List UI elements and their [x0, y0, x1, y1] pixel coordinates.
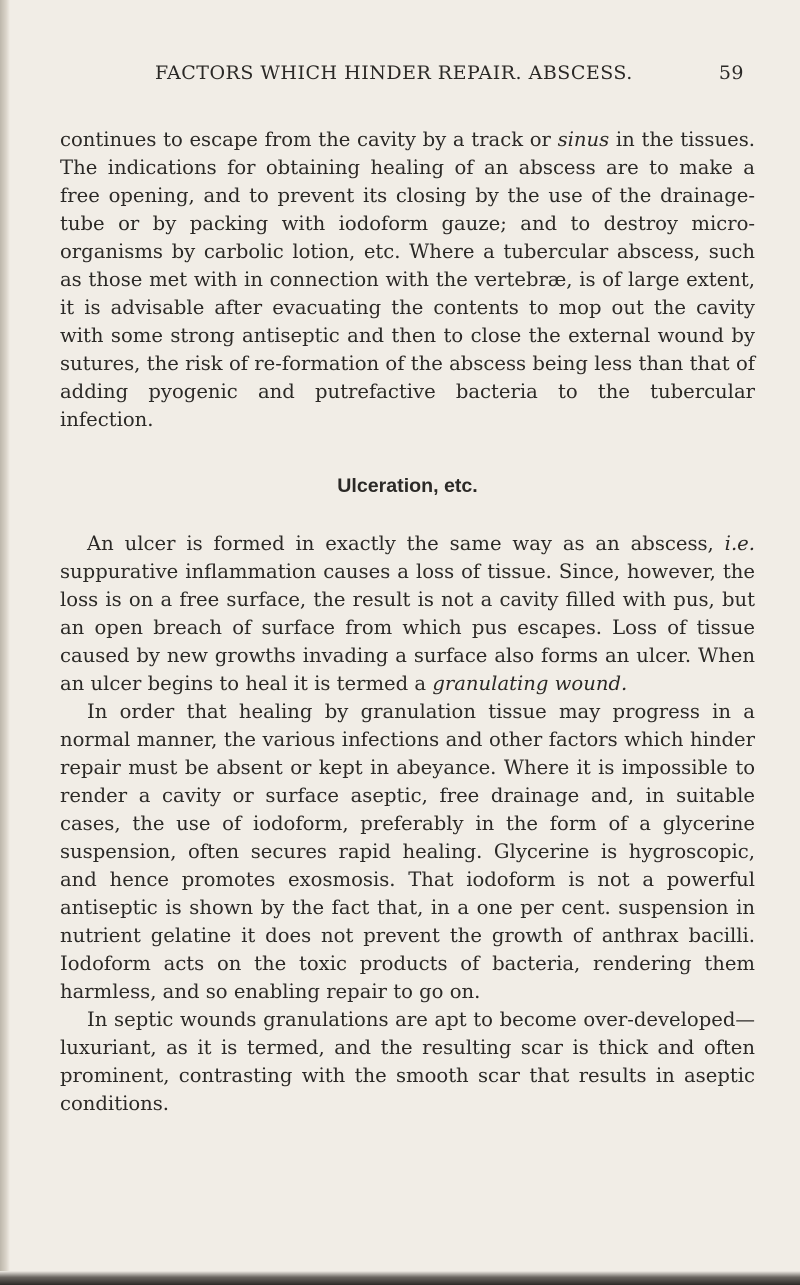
page-number: 59 [718, 62, 744, 84]
running-head-title: FACTORS WHICH HINDER REPAIR. ABSCESS. [155, 62, 633, 84]
section-heading: Ulceration, etc. [337, 475, 478, 497]
body-text [60, 126, 755, 1118]
paragraph-healing-granulation: In order that healing by granulation tissue may progress in a normal manner, the various infections and other factors which hinder repair must be absent or kept in abeyance. Where it is impossible to render a cavity or surface aseptic, free drainage and, in suitable cases, the use of iodoform, preferably in the form of a glycerine suspension, often secures rapid healing. Glycerine is hygroscopic, and hence promotes exosmosis. That iodoform is not a powerful antiseptic is shown by the fact that, in a one per cent. suspension in nutrient gelatine it does not prevent the growth of anthrax bacilli. Iodoform acts on the toxic products of bacteria, rendering them harmless, and so enabling repair to go on. [60, 700, 755, 1003]
italic-abbreviation-ie: i.e. [724, 532, 755, 555]
italic-term-sinus: sinus [557, 128, 610, 151]
paragraph-abscess-continuation: continues to escape from the cavity by a track or sinus in the tissues. The indications for obtaining healing of an abscess are to make a free opening, and to prevent its closing by the use of the drainage-tube or by packing with iodoform gauze; and to destroy micro-organisms by carbolic lotion, etc. Where a tubercular abscess, such as those met with in connection with the vertebræ, is of large extent, it is advisable after evacuating the contents to mop out the cavity with some strong antiseptic and then to close the external wound by sutures, the risk of re-formation of the abscess being less than that of adding pyogenic and putrefactive bacteria to the tubercular infection. [60, 128, 755, 431]
page-bottom-edge [0, 1271, 800, 1285]
paragraph-ulcer-definition: An ulcer is formed in exactly the same way as an abscess, i.e. suppurative inflammation causes a loss of tissue. Since, however, the loss is on a free surface, the result is not a cavity filled with pus, but an open breach of surface from which pus escapes. Loss of tissue caused by new growths invading a surface also forms an ulcer. When an ulcer begins to heal it is termed a granulating wound. [60, 532, 755, 695]
italic-term-granulating-wound: granulating wound. [432, 672, 628, 695]
page-binding-edge [0, 0, 10, 1285]
running-head [60, 62, 760, 86]
paragraph-septic-wounds: In septic wounds granulations are apt to become over-developed—luxuriant, as it is termed, and the resulting scar is thick and often prominent, contrasting with the smooth scar that results in aseptic conditions. [60, 1008, 755, 1115]
